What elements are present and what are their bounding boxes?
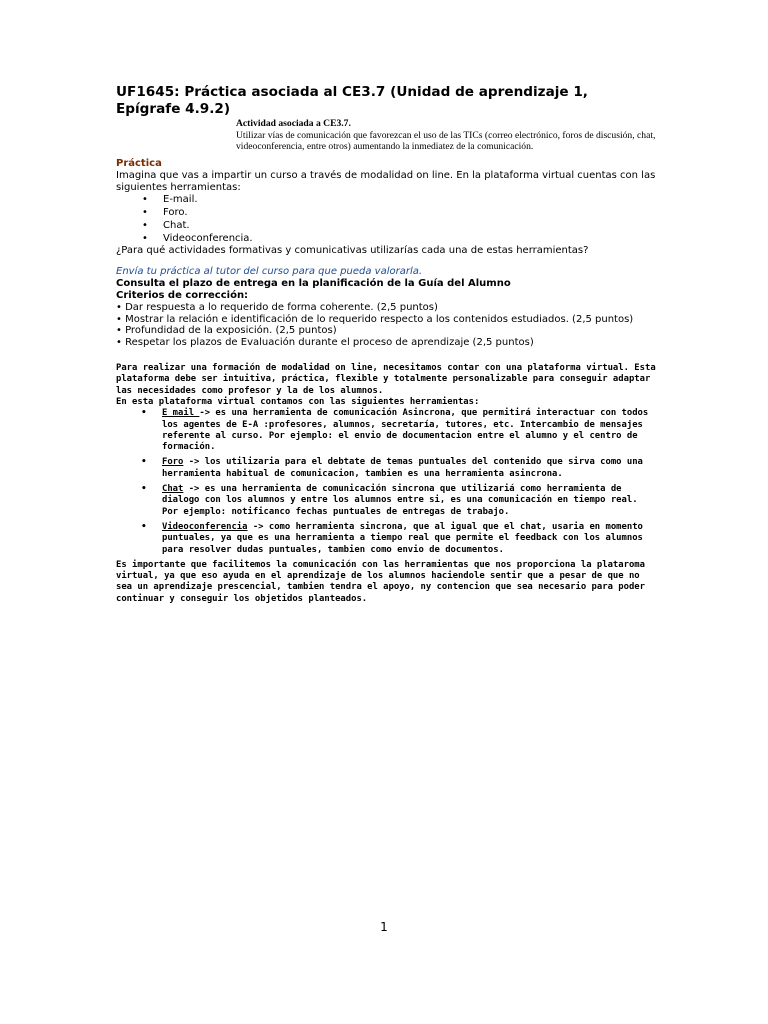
practica-heading: Práctica bbox=[116, 158, 162, 170]
list-item: • E-mail. bbox=[163, 194, 656, 207]
tool-name: Foro bbox=[162, 457, 184, 468]
list-item bbox=[162, 457, 656, 480]
activity-text: Utilizar vías de comunicación que favorezcan el uso de las TICs (correo electrónico, foros de discusión, chat, videoconferencia, entre otros) aumentando la inmediatez de la comunicación. bbox=[236, 129, 656, 153]
list-item bbox=[162, 484, 656, 518]
practica-question: ¿Para qué actividades formativas y comunicativas utilizarías cada una de estas herramientas? bbox=[116, 245, 589, 257]
answer-tool-list bbox=[116, 408, 656, 556]
tool-name: E mail bbox=[162, 408, 200, 419]
deadline-note: Consulta el plazo de entrega en la planificación de la Guía del Alumno bbox=[116, 278, 511, 290]
answer-intro: Para realizar una formación de modalidad on line, necesitamos contar con una plataforma virtual. Esta plataforma debe ser intuitiva, práctica, flexible y totalmente personalizable para conseguir adaptar las necesidades como profesor y la de los alumnos. bbox=[116, 363, 656, 396]
tool-desc: -> es una herramienta de comunicación Asincrona, que permitirá interactuar con todos los agentes de E-A :profesores, alumnos, secretaría, tutores, etc. Intercambio de mensajes referente al curso. Por ejemplo: el envio de documentacion entre el alumno y el centro de formación. bbox=[162, 408, 649, 453]
answer-lead: En esta plataforma virtual contamos con las siguientes herramientas: bbox=[116, 396, 480, 407]
list-item: • Foro. bbox=[163, 207, 656, 220]
criteria-heading: Criterios de corrección: bbox=[116, 290, 249, 302]
page-number: 1 bbox=[380, 920, 388, 934]
tool-desc: -> los utilizaria para el debtate de temas puntuales del contenido que sirva como una herramienta habitual de comunicacion, tambien es una herramienta asincrona. bbox=[162, 457, 643, 479]
criteria-item: • Profundidad de la exposición. (2,5 puntos) bbox=[116, 325, 337, 337]
answer-closing: Es importante que facilitemos la comunicación con las herramientas que nos proporciona la plataroma virtual, ya que eso ayuda en el aprendizaje de los alumnos haciendole sentir que a pesar de que no sea un aprendizaje prescencial, tambien tendra el apoyo, ny contencion que sea necesario para poder continuar y conseguir los objetidos planteados. bbox=[116, 559, 645, 604]
document-page bbox=[116, 84, 656, 605]
practica-tool-list bbox=[116, 194, 656, 245]
page-title: UF1645: Práctica asociada al CE3.7 (Unidad de aprendizaje 1, Epígrafe 4.9.2) bbox=[116, 84, 588, 117]
criteria-item: • Dar respuesta a lo requerido de forma coherente. (2,5 puntos) bbox=[116, 301, 438, 313]
criteria-item: • Respetar los plazos de Evaluación durante el proceso de aprendizaje (2,5 puntos) bbox=[116, 337, 534, 349]
tool-desc: -> como herramienta sincrona, que al igual que el chat, usaria en momento puntuales, ya que es una herramienta a tiempo real que permite el feedback con los alumnos para resolver dudas puntuales, tambien como envio de documentos. bbox=[162, 521, 643, 555]
send-note: Envía tu práctica al tutor del curso para que pueda valorarla. bbox=[116, 266, 423, 278]
tool-desc: -> es una herramienta de comunicación sincrona que utilizariá como herramienta de dialogo con los alumnos y entre los alumnos entre si, es una comunicación en tiempo real. Por ejemplo: notificanco fechas puntuales de entregas de trabajo. bbox=[162, 484, 638, 517]
list-item bbox=[162, 408, 656, 453]
list-item bbox=[162, 522, 656, 556]
activity-heading: Actividad asociada a CE3.7. bbox=[236, 118, 351, 129]
practica-intro: Imagina que vas a impartir un curso a través de modalidad on line. En la plataforma virtual cuentas con las siguientes herramientas: bbox=[116, 170, 656, 194]
tool-name: Videoconferencia bbox=[162, 521, 248, 532]
activity-box bbox=[236, 118, 656, 153]
list-item: • Videoconferencia. bbox=[163, 233, 656, 246]
tool-name: Chat bbox=[162, 484, 184, 495]
list-item: • Chat. bbox=[163, 220, 656, 233]
criteria-item: • Mostrar la relación e identificación de lo requerido respecto a los contenidos estudiados. (2,5 puntos) bbox=[116, 313, 634, 325]
